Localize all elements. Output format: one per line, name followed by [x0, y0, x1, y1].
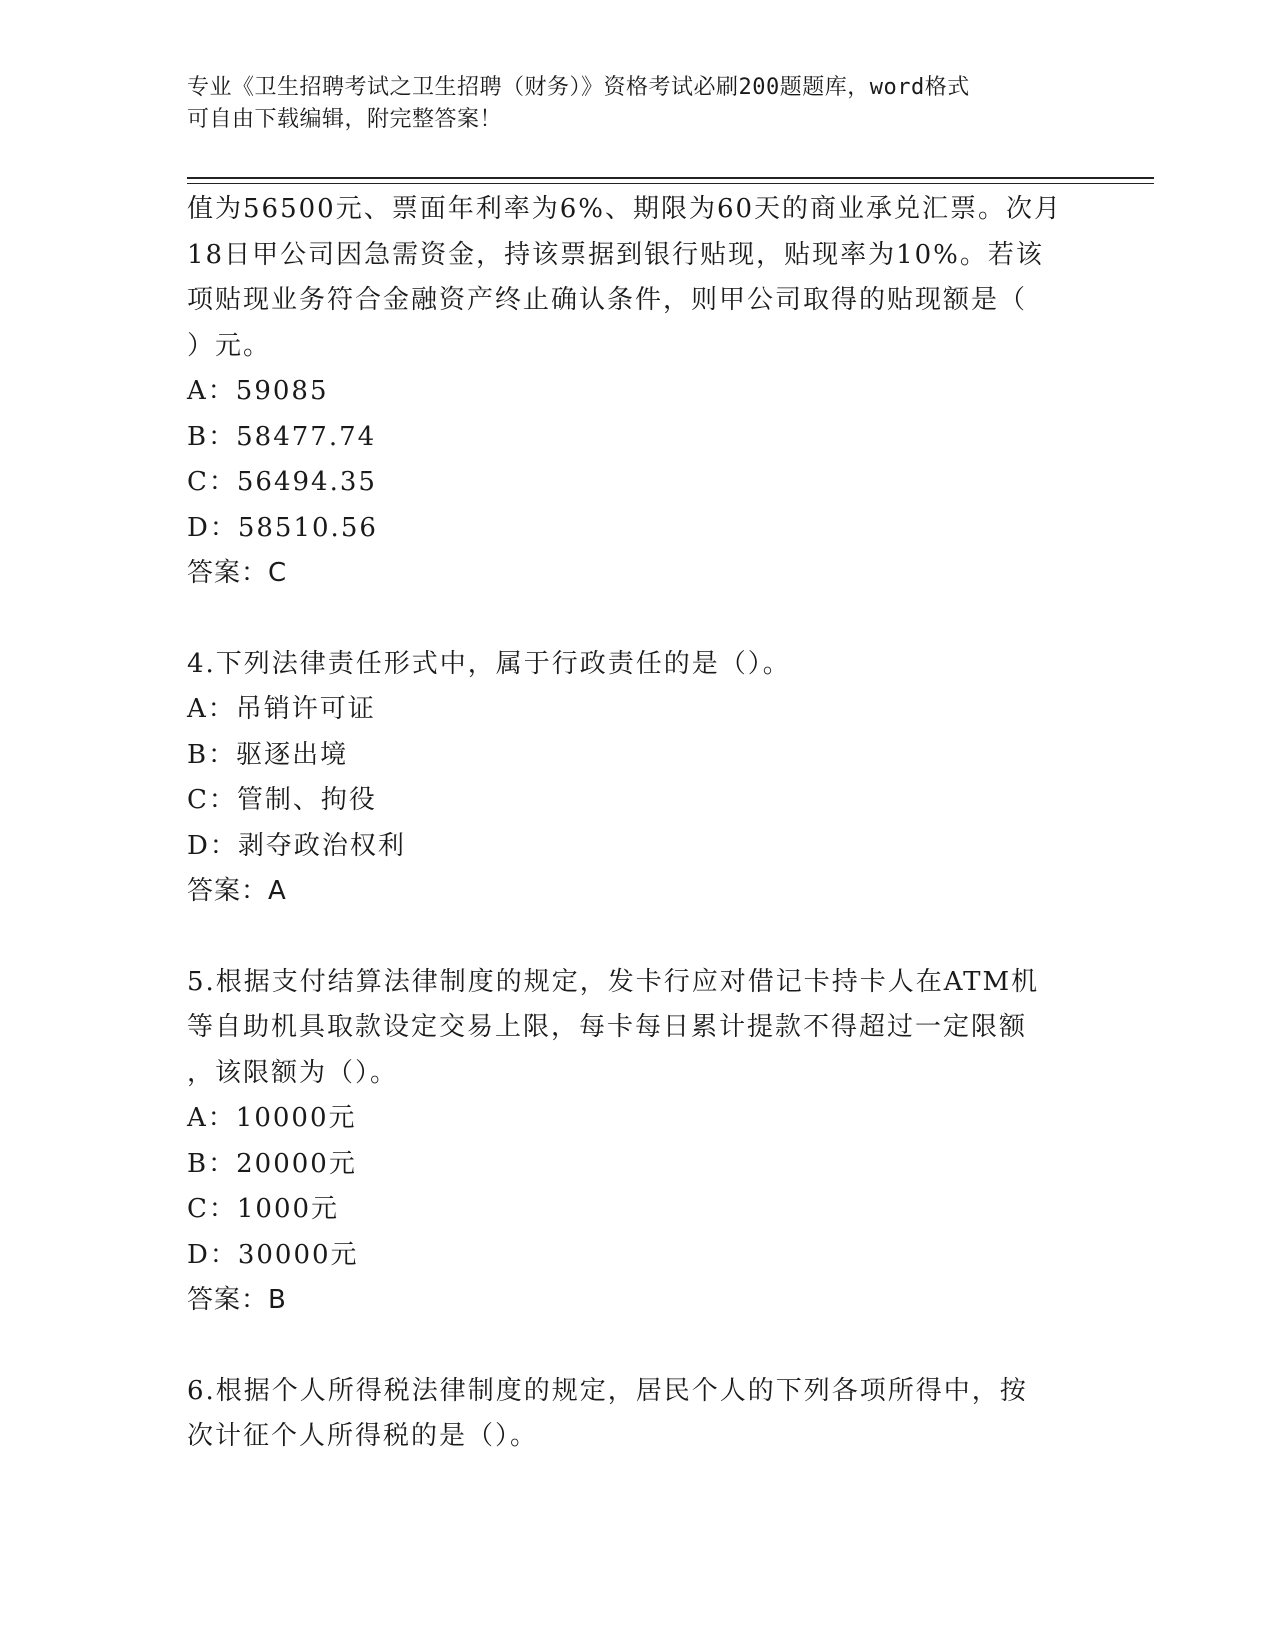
question-stem-line: 4.下列法律责任形式中，属于行政责任的是（）。: [187, 648, 791, 679]
option-c: C：管制、拘役: [187, 785, 377, 815]
option-d: D：30000元: [187, 1239, 359, 1270]
option-c: C：56494.35: [187, 467, 377, 497]
header-divider-thin: [187, 183, 1154, 184]
question-stem-line: 5.根据支付结算法律制度的规定，发卡行应对借记卡持卡人在ATM机: [187, 966, 1040, 997]
option-c: C：1000元: [187, 1194, 340, 1224]
question-4: [187, 642, 1087, 915]
option-a: A：吊销许可证: [187, 694, 376, 724]
question-stem-line: 次计征个人所得税的是（）。: [187, 1421, 539, 1451]
question-5: [187, 960, 1087, 1324]
question-stem-line: 6.根据个人所得税法律制度的规定，居民个人的下列各项所得中，按: [187, 1375, 1028, 1406]
question-stem-line: 等自助机具取款设定交易上限，每卡每日累计提款不得超过一定限额: [187, 1012, 1028, 1042]
header-line-2: 可自由下载编辑，附完整答案！: [187, 107, 503, 132]
question-list: [187, 187, 1087, 1460]
answer: 答案：C: [187, 558, 288, 588]
option-b: B：驱逐出境: [187, 739, 349, 770]
option-d: D：58510.56: [187, 512, 378, 543]
option-a: A：59085: [187, 376, 329, 406]
option-b: B：20000元: [187, 1148, 357, 1179]
question-stem-line: ，该限额为（）。: [187, 1057, 399, 1088]
question-3: [187, 187, 1087, 597]
option-a: A：10000元: [187, 1103, 357, 1133]
option-b: B：58477.74: [187, 421, 377, 452]
question-stem-line: 值为56500元、票面年利率为6%、期限为60天的商业承兑汇票。次月: [187, 194, 1063, 224]
header-divider-thick: [187, 177, 1154, 179]
answer: 答案：A: [187, 876, 287, 906]
page-header: [187, 72, 1067, 136]
question-6: [187, 1369, 1087, 1460]
question-stem-line: 18日甲公司因急需资金，持该票据到银行贴现，贴现率为10%。若该: [187, 239, 1044, 270]
question-stem-line: ）元。: [187, 330, 272, 361]
option-d: D：剥夺政治权利: [187, 830, 406, 861]
header-line-1: 专业《卫生招聘考试之卫生招聘（财务）》资格考试必刷200题题库，word格式: [187, 75, 970, 100]
question-stem-line: 项贴现业务符合金融资产终止确认条件，则甲公司取得的贴现额是（: [187, 285, 1028, 315]
answer: 答案：B: [187, 1285, 287, 1315]
